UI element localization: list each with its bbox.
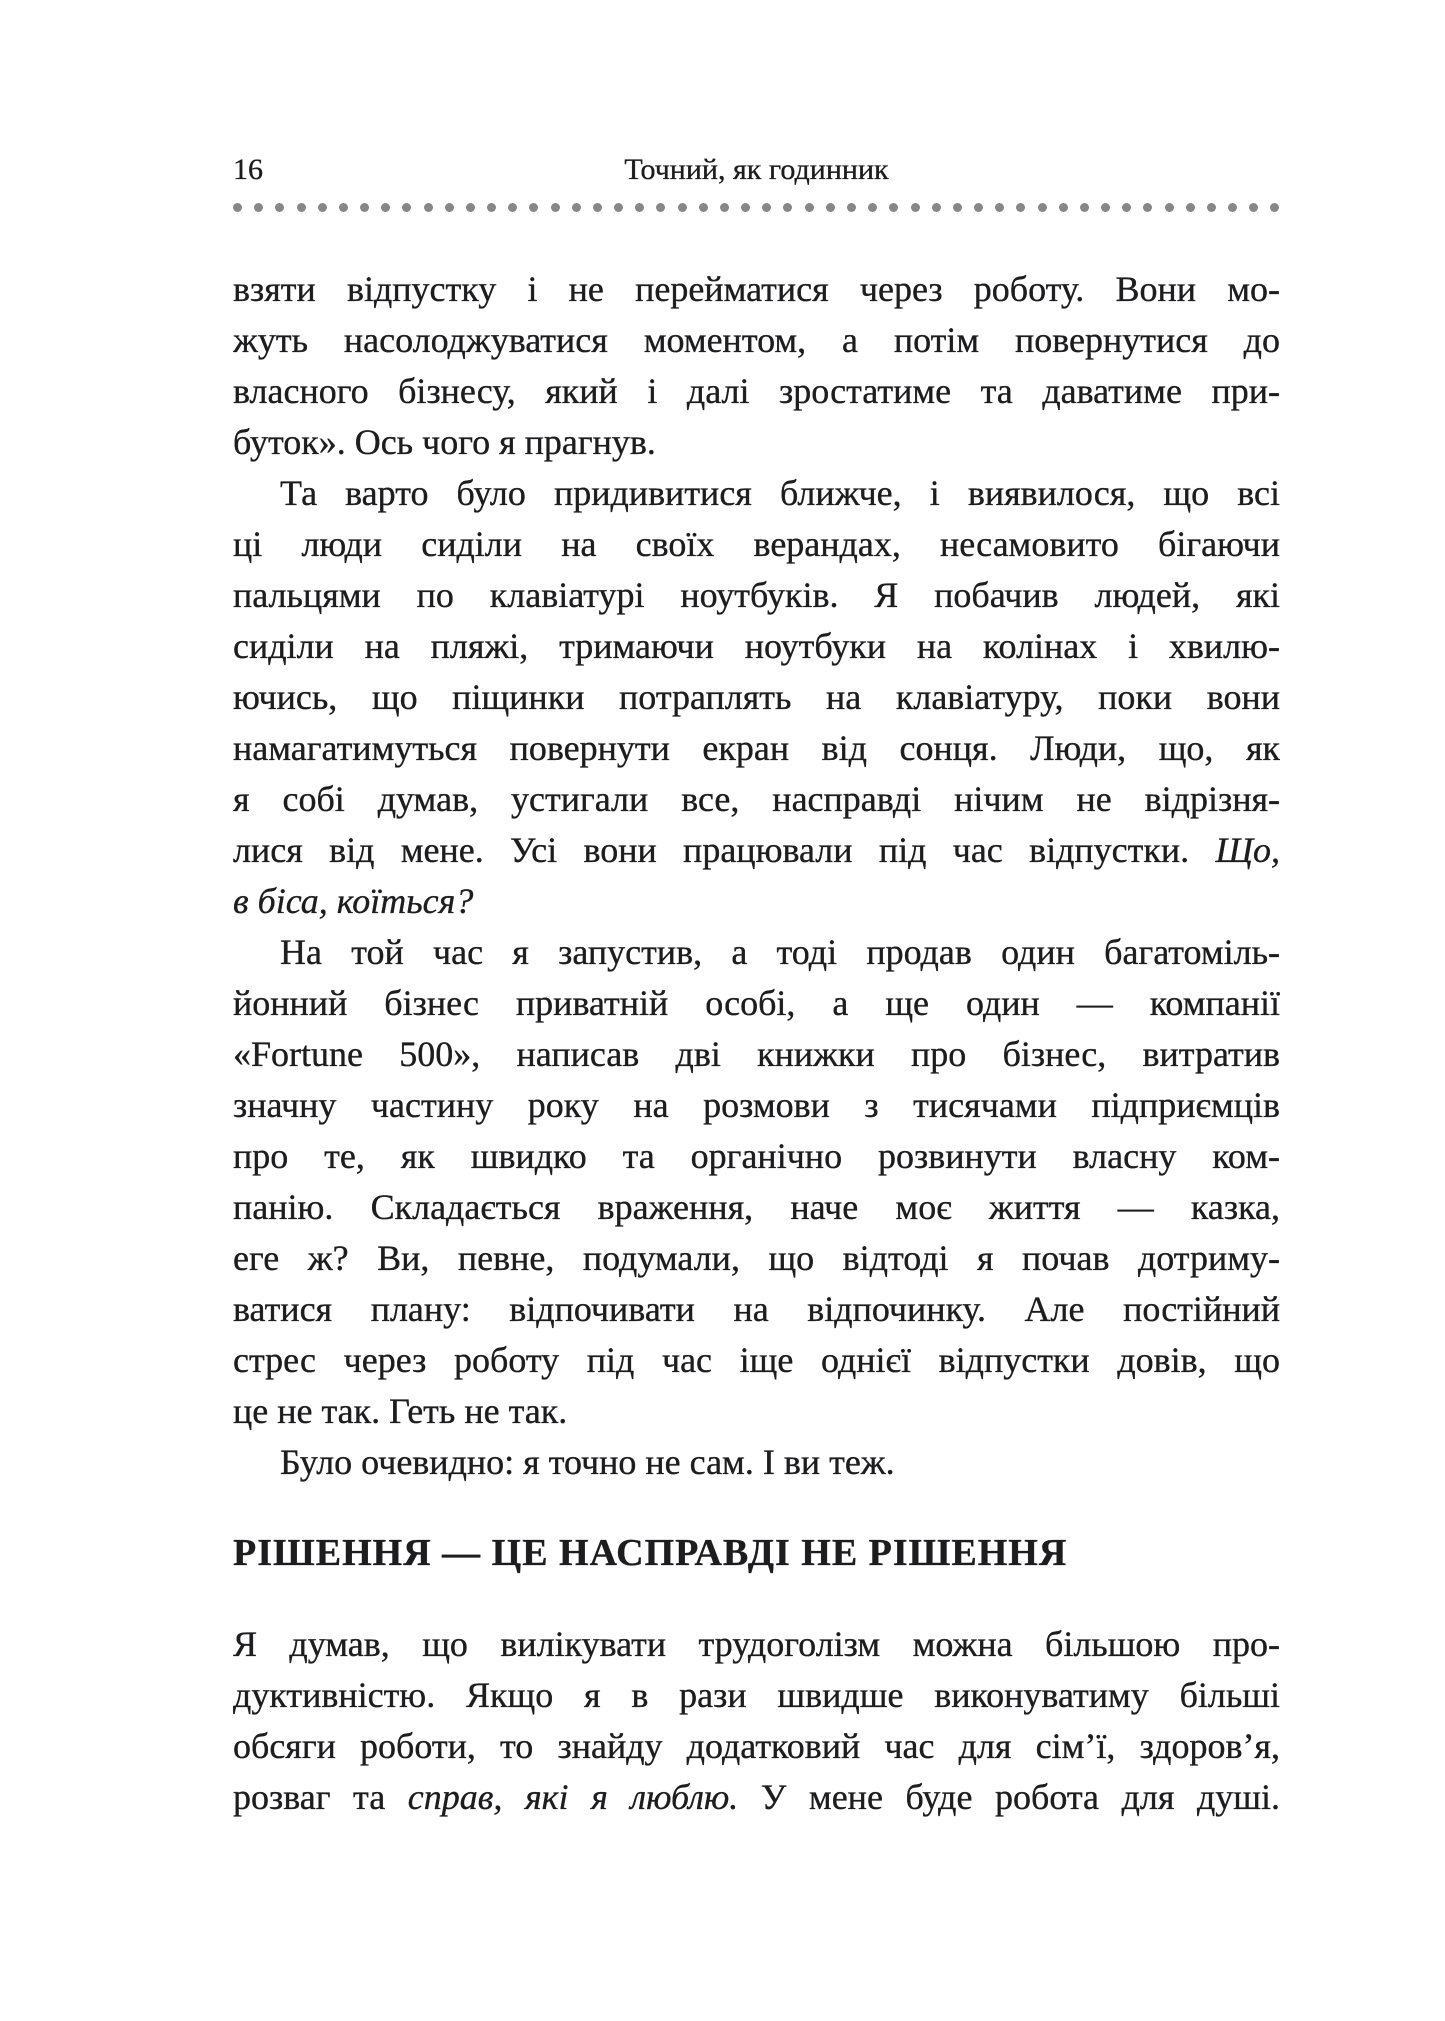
separator-dot [508,203,517,212]
separator-dot [1270,203,1279,212]
separator-dot [360,203,369,212]
separator-dot [932,203,941,212]
text-line [233,978,1280,1029]
separator-dot [656,203,665,212]
text-line [233,672,1280,723]
separator-dot [445,203,454,212]
separator-dot [275,203,284,212]
page-body [233,264,1280,1823]
separator-dot [868,203,877,212]
separator-dot [1249,203,1258,212]
separator-dot [699,203,708,212]
separator-dot [593,203,602,212]
separator-dot [911,203,920,212]
body-text-segment: пальцями по клавіатурі ноутбуків. Я побачив людей, які [233,575,1280,615]
text-line [233,1437,1280,1488]
separator-dot [1165,203,1174,212]
text-line [233,1721,1280,1772]
text-line [233,315,1280,366]
body-text-segment: буток». Ось чого я прагнув. [233,422,656,462]
separator-dot [297,203,306,212]
separator-dot [402,203,411,212]
separator-dot [889,203,898,212]
running-title: Точний, як годинник [624,153,889,186]
italic-text: справ, які я люблю. [407,1777,739,1817]
separator-dot [1228,203,1237,212]
separator-dot [381,203,390,212]
text-line [233,1029,1280,1080]
body-text-segment: йонний бізнес приватній особі, а ще один — компанії [233,983,1280,1023]
separator-dot [424,203,433,212]
separator-dot [254,203,263,212]
separator-dot [974,203,983,212]
body-text-segment: На той час я запустив, а тоді продав один багатоміль- [280,932,1280,972]
separator-dot [1016,203,1025,212]
separator-dot [466,203,475,212]
body-text-segment: жуть насолоджуватися моментом, а потім повернутися до [233,320,1280,360]
body-text-segment: «Fortune 500», написав дві книжки про бізнес, витратив [233,1034,1280,1074]
separator-dot [339,203,348,212]
separator-dot [487,203,496,212]
text-line [233,774,1280,825]
body-text-segment: обсяги роботи, то знайду додатковий час для сім’ї, здоров’я, [233,1726,1280,1766]
separator-dot [678,203,687,212]
separator-dot [1038,203,1047,212]
separator-dot [847,203,856,212]
separator-dot [572,203,581,212]
separator-dot [1122,203,1131,212]
text-line [233,468,1280,519]
separator-dot [805,203,814,212]
text-line [233,1182,1280,1233]
text-line [233,519,1280,570]
body-text-segment: я собі думав, устигали все, насправді нічим не відрізня- [233,779,1280,819]
body-text-segment: панію. Складається враження, наче моє життя — казка, [233,1187,1280,1227]
page-number: 16 [233,153,263,186]
separator-dot [318,203,327,212]
separator-dot [762,203,771,212]
body-text-segment: розваг та [233,1777,408,1817]
body-text-segment: намагатимуться повернути екран від сонця. Люди, що, як [233,728,1280,768]
section-heading: РІШЕННЯ — ЦЕ НАСПРАВДІ НЕ РІШЕННЯ [233,1532,1068,1574]
text-line [233,825,1280,876]
separator-dot [1186,203,1195,212]
text-line [233,1080,1280,1131]
separator-dot [1143,203,1152,212]
separator-dot [614,203,623,212]
dotted-separator [233,202,1280,212]
text-line [233,723,1280,774]
body-text-segment: Було очевидно: я точно не сам. І ви теж. [280,1442,895,1482]
text-line [233,927,1280,978]
body-text-segment: лися від мене. Усі вони працювали під час відпустки. [233,830,1216,870]
text-line [233,570,1280,621]
body-text-segment: ючись, що піщинки потраплять на клавіатуру, поки вони [233,677,1280,717]
body-text-segment: про те, як швидко та органічно розвинути власну ком- [233,1136,1280,1176]
body-text-segment: Та варто було придивитися ближче, і виявилося, що всі [280,473,1280,513]
body-text-segment: ці люди сиділи на своїх верандах, несамовито бігаючи [233,524,1280,564]
text-line [233,264,1280,315]
separator-dot [233,203,242,212]
separator-dot [1101,203,1110,212]
text-line [233,621,1280,672]
italic-text: Що, [1215,830,1280,870]
text-line [233,876,1280,927]
separator-dot [1207,203,1216,212]
text-line [233,1386,1280,1437]
body-text-segment: стрес через роботу під час іще однієї відпустки довів, що [233,1340,1280,1380]
separator-dot [995,203,1004,212]
body-text-segment: взяти відпустку і не перейматися через роботу. Вони мо- [233,269,1280,309]
text-line [233,1131,1280,1182]
separator-dot [551,203,560,212]
body-text-segment: У мене буде робота для душі. [738,1777,1280,1817]
text-line [233,417,1280,468]
text-line [233,1335,1280,1386]
separator-dot [1080,203,1089,212]
text-line [233,1772,1280,1823]
text-line [233,1619,1280,1670]
separator-dot [720,203,729,212]
body-text-segment: сиділи на пляжі, тримаючи ноутбуки на колінах і хвилю- [233,626,1280,666]
separator-dot [1059,203,1068,212]
separator-dot [826,203,835,212]
separator-dot [953,203,962,212]
separator-dot [635,203,644,212]
body-text-segment: Я думав, що вилікувати трудоголізм можна більшою про- [233,1624,1280,1664]
body-text-segment: дуктивністю. Якщо я в рази швидше виконуватиму більші [233,1675,1280,1715]
body-text-segment: значну частину року на розмови з тисячами підприємців [233,1085,1280,1125]
page-header [233,148,1280,194]
italic-text: в біса, коїться? [233,881,474,921]
body-text-segment: власного бізнесу, який і далі зростатиме та даватиме при- [233,371,1280,411]
body-text-segment: еге ж? Ви, певне, подумали, що відтоді я почав дотриму- [233,1238,1280,1278]
separator-dot [529,203,538,212]
body-text-segment: ватися плану: відпочивати на відпочинку. Але постійний [233,1289,1280,1329]
text-line [233,1233,1280,1284]
text-line [233,1284,1280,1335]
text-line [233,1670,1280,1721]
body-text-segment: це не так. Геть не так. [233,1391,568,1431]
separator-dot [783,203,792,212]
separator-dot [741,203,750,212]
text-line [233,366,1280,417]
